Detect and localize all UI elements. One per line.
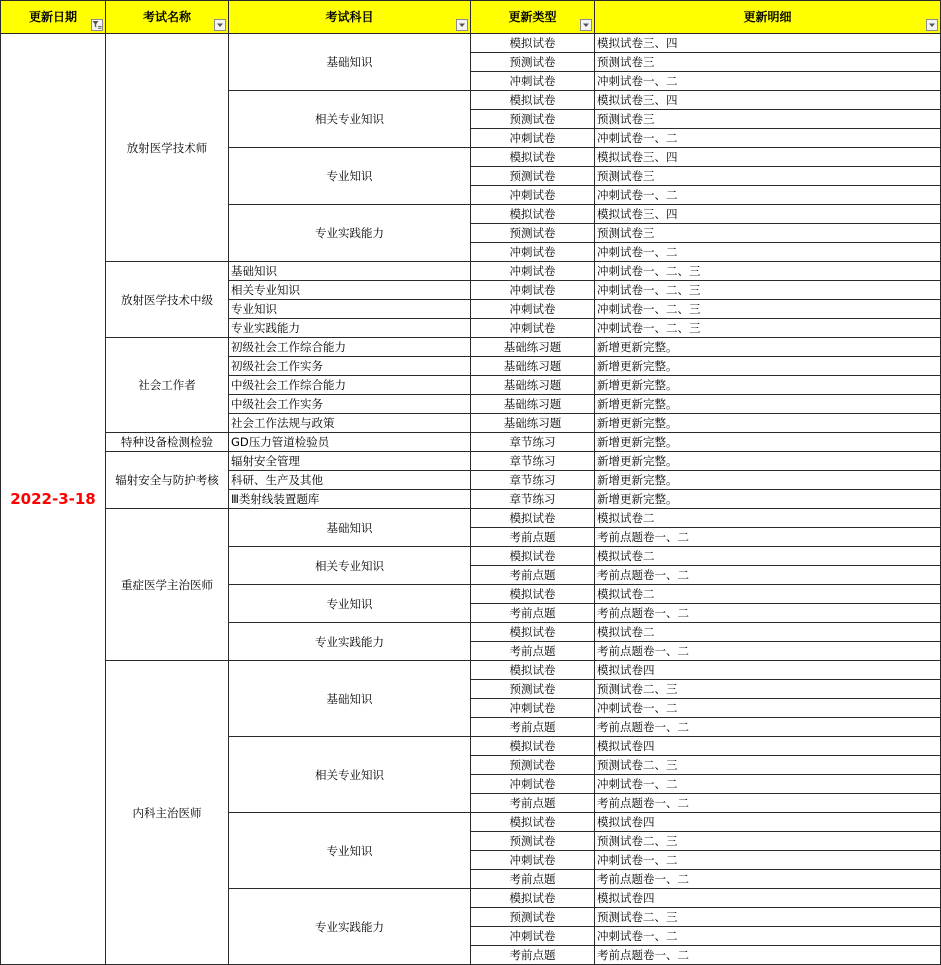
- exam-subject-cell[interactable]: 基础知识: [229, 262, 471, 281]
- update-detail-cell[interactable]: 预测试卷三: [595, 224, 941, 243]
- update-detail-cell[interactable]: 新增更新完整。: [595, 471, 941, 490]
- exam-subject-cell[interactable]: 相关专业知识: [229, 91, 471, 148]
- exam-subject-cell[interactable]: 专业知识: [229, 300, 471, 319]
- update-detail-cell[interactable]: 冲刺试卷一、二: [595, 699, 941, 718]
- exam-name-cell[interactable]: 社会工作者: [106, 338, 229, 433]
- exam-subject-cell[interactable]: 相关专业知识: [229, 281, 471, 300]
- update-detail-cell[interactable]: 预测试卷二、三: [595, 908, 941, 927]
- update-detail-cell[interactable]: 新增更新完整。: [595, 433, 941, 452]
- exam-subject-cell[interactable]: 初级社会工作综合能力: [229, 338, 471, 357]
- update-detail-cell[interactable]: 冲刺试卷一、二: [595, 927, 941, 946]
- update-detail-cell[interactable]: 考前点题卷一、二: [595, 566, 941, 585]
- update-type-cell[interactable]: 冲刺试卷: [471, 851, 595, 870]
- exam-name-cell[interactable]: 重症医学主治医师: [106, 509, 229, 661]
- update-detail-cell[interactable]: 模拟试卷三、四: [595, 148, 941, 167]
- update-detail-cell[interactable]: 考前点题卷一、二: [595, 718, 941, 737]
- exam-subject-cell[interactable]: 辐射安全管理: [229, 452, 471, 471]
- header-row: [1, 1, 941, 34]
- update-type-cell[interactable]: 模拟试卷: [471, 91, 595, 110]
- header-type: [471, 1, 595, 34]
- exam-subject-cell[interactable]: 基础知识: [229, 34, 471, 91]
- update-detail-cell[interactable]: 模拟试卷四: [595, 889, 941, 908]
- update-detail-cell[interactable]: 模拟试卷二: [595, 585, 941, 604]
- table-row: [1, 338, 941, 357]
- update-type-cell[interactable]: 基础练习题: [471, 376, 595, 395]
- update-detail-cell[interactable]: 预测试卷三: [595, 110, 941, 129]
- update-type-cell[interactable]: 模拟试卷: [471, 547, 595, 566]
- update-detail-cell[interactable]: 考前点题卷一、二: [595, 642, 941, 661]
- exam-subject-cell[interactable]: 科研、生产及其他: [229, 471, 471, 490]
- update-detail-cell[interactable]: 新增更新完整。: [595, 414, 941, 433]
- update-type-cell[interactable]: 冲刺试卷: [471, 72, 595, 91]
- exam-subject-cell[interactable]: 中级社会工作综合能力: [229, 376, 471, 395]
- update-type-cell[interactable]: 冲刺试卷: [471, 243, 595, 262]
- update-type-cell[interactable]: 冲刺试卷: [471, 699, 595, 718]
- update-type-cell[interactable]: 模拟试卷: [471, 623, 595, 642]
- update-type-cell[interactable]: 考前点题: [471, 604, 595, 623]
- dropdown-arrow-icon[interactable]: [214, 19, 226, 31]
- update-type-cell[interactable]: 预测试卷: [471, 167, 595, 186]
- table-row: [1, 262, 941, 281]
- exam-name-cell[interactable]: 特种设备检测检验: [106, 433, 229, 452]
- exam-subject-cell[interactable]: 相关专业知识: [229, 547, 471, 585]
- update-type-cell[interactable]: 预测试卷: [471, 680, 595, 699]
- filter-active-icon[interactable]: [91, 19, 103, 31]
- update-type-cell[interactable]: 冲刺试卷: [471, 129, 595, 148]
- update-type-cell[interactable]: 模拟试卷: [471, 509, 595, 528]
- table-row: [1, 34, 941, 53]
- table-row: [1, 433, 941, 452]
- update-type-cell[interactable]: 考前点题: [471, 794, 595, 813]
- update-type-cell[interactable]: 冲刺试卷: [471, 262, 595, 281]
- update-detail-cell[interactable]: 模拟试卷二: [595, 509, 941, 528]
- update-type-cell[interactable]: 预测试卷: [471, 908, 595, 927]
- table-body: [1, 34, 941, 965]
- update-detail-cell[interactable]: 新增更新完整。: [595, 452, 941, 471]
- exam-subject-cell[interactable]: 中级社会工作实务: [229, 395, 471, 414]
- exam-subject-cell[interactable]: 初级社会工作实务: [229, 357, 471, 376]
- table-row: [1, 452, 941, 471]
- update-detail-cell[interactable]: 冲刺试卷一、二: [595, 186, 941, 205]
- update-type-cell[interactable]: 考前点题: [471, 528, 595, 547]
- update-type-cell[interactable]: 冲刺试卷: [471, 775, 595, 794]
- update-type-cell[interactable]: 模拟试卷: [471, 661, 595, 680]
- update-detail-cell[interactable]: 新增更新完整。: [595, 357, 941, 376]
- exam-subject-cell[interactable]: 社会工作法规与政策: [229, 414, 471, 433]
- header-exam: [106, 1, 229, 34]
- update-type-cell[interactable]: 基础练习题: [471, 338, 595, 357]
- update-detail-cell[interactable]: 预测试卷二、三: [595, 680, 941, 699]
- update-type-cell[interactable]: 模拟试卷: [471, 205, 595, 224]
- exam-name-cell[interactable]: 辐射安全与防护考核: [106, 452, 229, 509]
- update-detail-cell[interactable]: 预测试卷二、三: [595, 832, 941, 851]
- update-detail-cell[interactable]: 模拟试卷四: [595, 661, 941, 680]
- exam-subject-cell[interactable]: 专业实践能力: [229, 623, 471, 661]
- update-type-cell[interactable]: 预测试卷: [471, 832, 595, 851]
- header-detail-label: 更新明细: [743, 10, 792, 24]
- update-detail-cell[interactable]: 冲刺试卷一、二: [595, 775, 941, 794]
- dropdown-arrow-icon[interactable]: [926, 19, 938, 31]
- update-type-cell[interactable]: 考前点题: [471, 870, 595, 889]
- update-detail-cell[interactable]: 冲刺试卷一、二、三: [595, 281, 941, 300]
- update-type-cell[interactable]: 模拟试卷: [471, 34, 595, 53]
- update-detail-cell[interactable]: 模拟试卷四: [595, 813, 941, 832]
- update-type-cell[interactable]: 冲刺试卷: [471, 300, 595, 319]
- update-type-cell[interactable]: 模拟试卷: [471, 585, 595, 604]
- update-detail-cell[interactable]: 考前点题卷一、二: [595, 604, 941, 623]
- update-type-cell[interactable]: 基础练习题: [471, 357, 595, 376]
- update-type-cell[interactable]: 考前点题: [471, 946, 595, 965]
- update-detail-cell[interactable]: 冲刺试卷一、二、三: [595, 319, 941, 338]
- exam-subject-cell[interactable]: 基础知识: [229, 661, 471, 737]
- exam-subject-cell[interactable]: Ⅲ类射线装置题库: [229, 490, 471, 509]
- update-type-cell[interactable]: 预测试卷: [471, 110, 595, 129]
- update-detail-cell[interactable]: 冲刺试卷一、二、三: [595, 262, 941, 281]
- update-detail-cell[interactable]: 冲刺试卷一、二: [595, 851, 941, 870]
- update-type-cell[interactable]: 基础练习题: [471, 395, 595, 414]
- exam-subject-cell[interactable]: 专业知识: [229, 813, 471, 889]
- update-type-cell[interactable]: 章节练习: [471, 433, 595, 452]
- update-type-cell[interactable]: 预测试卷: [471, 224, 595, 243]
- update-detail-cell[interactable]: 考前点题卷一、二: [595, 946, 941, 965]
- update-type-cell[interactable]: 冲刺试卷: [471, 319, 595, 338]
- exam-subject-cell[interactable]: 相关专业知识: [229, 737, 471, 813]
- update-detail-cell[interactable]: 考前点题卷一、二: [595, 528, 941, 547]
- update-date-cell[interactable]: 2022-3-18: [1, 34, 106, 965]
- update-detail-cell[interactable]: 模拟试卷三、四: [595, 91, 941, 110]
- table-row: [1, 509, 941, 528]
- exam-name-cell[interactable]: 内科主治医师: [106, 661, 229, 965]
- update-detail-cell[interactable]: 冲刺试卷一、二、三: [595, 300, 941, 319]
- update-type-cell[interactable]: 模拟试卷: [471, 148, 595, 167]
- update-type-cell[interactable]: 基础练习题: [471, 414, 595, 433]
- update-type-cell[interactable]: 章节练习: [471, 490, 595, 509]
- exam-subject-cell[interactable]: 专业实践能力: [229, 319, 471, 338]
- update-type-cell[interactable]: 章节练习: [471, 452, 595, 471]
- update-detail-cell[interactable]: 预测试卷二、三: [595, 756, 941, 775]
- update-type-cell[interactable]: 考前点题: [471, 718, 595, 737]
- update-type-cell[interactable]: 模拟试卷: [471, 889, 595, 908]
- header-exam-label: 考试名称: [142, 10, 191, 24]
- exam-subject-cell[interactable]: GD压力管道检验员: [229, 433, 471, 452]
- update-detail-cell[interactable]: 新增更新完整。: [595, 490, 941, 509]
- header-subject: [229, 1, 471, 34]
- update-type-cell[interactable]: 冲刺试卷: [471, 186, 595, 205]
- exam-subject-cell[interactable]: 专业知识: [229, 148, 471, 205]
- exam-subject-cell[interactable]: 专业实践能力: [229, 889, 471, 965]
- dropdown-arrow-icon[interactable]: [580, 19, 592, 31]
- update-detail-cell[interactable]: 考前点题卷一、二: [595, 794, 941, 813]
- update-detail-cell[interactable]: 新增更新完整。: [595, 395, 941, 414]
- update-type-cell[interactable]: 预测试卷: [471, 53, 595, 72]
- header-detail: [595, 1, 941, 34]
- exam-name-cell[interactable]: 放射医学技术师: [106, 34, 229, 262]
- update-detail-cell[interactable]: 新增更新完整。: [595, 338, 941, 357]
- header-subject-label: 考试科目: [325, 10, 374, 24]
- update-detail-cell[interactable]: 预测试卷三: [595, 53, 941, 72]
- header-type-label: 更新类型: [508, 10, 557, 24]
- update-type-cell[interactable]: 冲刺试卷: [471, 927, 595, 946]
- update-detail-cell[interactable]: 模拟试卷二: [595, 547, 941, 566]
- update-detail-cell[interactable]: 模拟试卷四: [595, 737, 941, 756]
- update-detail-cell[interactable]: 冲刺试卷一、二: [595, 129, 941, 148]
- header-date-label: 更新日期: [28, 10, 77, 24]
- update-detail-cell[interactable]: 模拟试卷三、四: [595, 34, 941, 53]
- update-type-cell[interactable]: 冲刺试卷: [471, 281, 595, 300]
- update-detail-cell[interactable]: 考前点题卷一、二: [595, 870, 941, 889]
- update-type-cell[interactable]: 预测试卷: [471, 756, 595, 775]
- update-type-cell[interactable]: 考前点题: [471, 642, 595, 661]
- exam-subject-cell[interactable]: 基础知识: [229, 509, 471, 547]
- table-row: [1, 661, 941, 680]
- update-detail-cell[interactable]: 新增更新完整。: [595, 376, 941, 395]
- exam-subject-cell[interactable]: 专业知识: [229, 585, 471, 623]
- update-type-cell[interactable]: 章节练习: [471, 471, 595, 490]
- header-date: [1, 1, 106, 34]
- exam-name-cell[interactable]: 放射医学技术中级: [106, 262, 229, 338]
- update-type-cell[interactable]: 模拟试卷: [471, 737, 595, 756]
- exam-subject-cell[interactable]: 专业实践能力: [229, 205, 471, 262]
- update-detail-cell[interactable]: 冲刺试卷一、二: [595, 72, 941, 91]
- update-detail-cell[interactable]: 模拟试卷三、四: [595, 205, 941, 224]
- update-type-cell[interactable]: 模拟试卷: [471, 813, 595, 832]
- update-type-cell[interactable]: 考前点题: [471, 566, 595, 585]
- dropdown-arrow-icon[interactable]: [456, 19, 468, 31]
- update-detail-cell[interactable]: 模拟试卷二: [595, 623, 941, 642]
- update-detail-cell[interactable]: 预测试卷三: [595, 167, 941, 186]
- update-detail-cell[interactable]: 冲刺试卷一、二: [595, 243, 941, 262]
